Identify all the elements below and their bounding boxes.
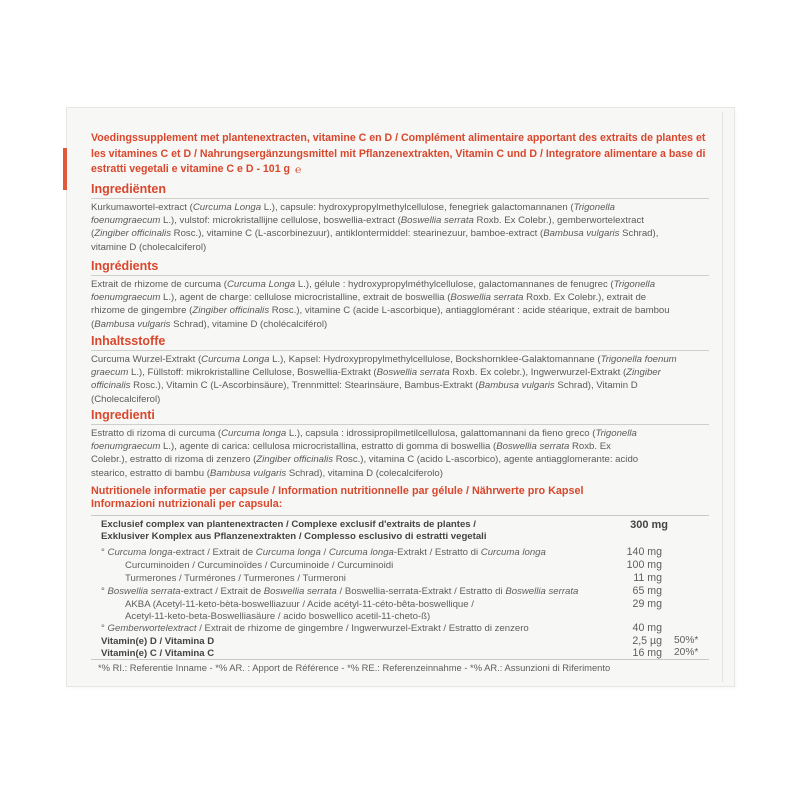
boswellia-label: ° Boswellia serrata-extract / Extrait de Boswellia serrata / Boswellia-serrata-Extrakt / Estratto di Boswellia serrata	[101, 586, 579, 597]
section-divider	[91, 198, 709, 199]
nutrition-divider-bottom	[91, 659, 709, 660]
nutrition-title	[91, 485, 584, 511]
accent-bar	[63, 148, 67, 190]
section-divider	[91, 424, 709, 425]
ingredient-line: (Cholecalciferol)	[91, 393, 161, 405]
ingredients-fr	[91, 278, 709, 331]
ingredient-line: (Zingiber officinalis Rosc.), vitamine C (L-ascorbinezuur), antiklontermiddel: stearinezuur, bamboe-extract (Bambusa vulgaris Schrad),	[91, 228, 659, 240]
ingredient-line: foenumgraecum L.), agente di carica: cellulosa microcristallina, estratto di gomma di boswellia (Boswellia serrata Roxb. Ex	[91, 441, 611, 453]
turmerones-label: Turmerones / Turmérones / Turmerones / Turmeroni	[125, 573, 346, 584]
nutrition-title-line: Nutritionele informatie per capsule / Information nutritionnelle par gélule / Nährwerte pro Kapsel	[91, 485, 584, 497]
complex-label-line: Exklusiver Komplex aus Pflanzenextrakten / Complesso esclusivo di estratti vegetali	[101, 531, 487, 542]
ingredient-line: Extrait de rhizome de curcuma (Curcuma Longa L.), gélule : hydroxypropylméthylcellulose, galactomannanes de fenugrec (Trigonella	[91, 279, 656, 290]
ingredient-line: Colebr.), estratto di rizoma di zenzero (Zingiber officinalis Rosc.), vitamina C (acido L-ascorbico), agente antiagglomerante: acido	[91, 454, 639, 466]
ingredient-line: graecum L.), Füllstoff: mikrokristalline Cellulose, Boswellia-Extrakt (Boswellia serrata Roxb. Ex colebr.), Ingwerwurzel-Extrakt (Zingiber	[91, 367, 661, 379]
curcuminoids-label: Curcuminoiden / Curcuminoïdes / Curcuminoide / Curcuminoidi	[125, 560, 394, 571]
section-title-ingredients-fr: Ingrédients	[91, 259, 159, 273]
product-description	[91, 131, 716, 179]
ingredient-line: stearico, estratto di bambu (Bambusa vulgaris Schrad), vitamina D (colecalciferolo)	[91, 467, 443, 479]
ingredient-line: vitamine D (cholecalciferol)	[91, 241, 207, 253]
ingredients-de	[91, 353, 709, 406]
ingredient-line: Curcuma Wurzel-Extrakt (Curcuma Longa L.), Kapsel: Hydroxypropylmethylcellulose, Bockshornklee-Galaktomannane (Trigonella foenum	[91, 354, 677, 365]
product-description-line: Voedingssupplement met plantenextracten, vitamine C en D / Complément alimentaire apportant des extraits de plantes et	[91, 132, 706, 144]
package-flap-edge	[722, 112, 723, 682]
vitamin-d-label: Vitamin(e) D / Vitamina D	[101, 636, 215, 647]
nutrition-divider	[91, 515, 709, 516]
ingredients-it	[91, 427, 709, 480]
section-title-ingredients-nl: Ingrediënten	[91, 182, 167, 196]
vitamin-c-ri: 20%*	[674, 647, 699, 658]
section-divider	[91, 275, 709, 276]
reference-intake-footnote: *% RI.: Referentie Inname - *% AR. : Apport de Référence - *% RE.: Referenzeinnahme - *% AR.: Assunzioni di Riferimento	[98, 662, 611, 673]
ingredient-line: foenumgraecum L.), vulstof: microkristallijne cellulose, boswellia-extract (Boswellia serrata Roxb. Ex Colebr.), gemberwortelextract	[91, 215, 644, 227]
complex-label-line: Exclusief complex van plantenextracten / Complexe exclusif d'extraits de plantes /	[101, 519, 476, 530]
curcuminoids-value: 100 mg	[626, 559, 662, 571]
turmerones-value: 11 mg	[633, 572, 662, 584]
estimated-sign-icon: ℮	[294, 164, 302, 176]
ingredient-line: Estratto di rizoma di curcuma (Curcuma longa L.), capsula : idrossipropilmetilcellulosa, galattomannani da fieno greco (Trigonella	[91, 428, 637, 439]
ginger-label: ° Gemberwortelextract / Extrait de rhizome de gingembre / Ingwerwurzel-Extrakt / Estratto di zenzero	[101, 623, 529, 634]
vitamin-d-value: 2,5 µg	[632, 635, 662, 647]
boswellia-value: 65 mg	[632, 585, 662, 597]
akba-label-line: AKBA (Acetyl-11-keto-bèta-boswelliazuur / Acide acétyl-11-céto-bêta-boswellique /	[125, 599, 474, 610]
section-divider	[91, 350, 709, 351]
vitamin-c-label: Vitamin(e) C / Vitamina C	[101, 648, 215, 659]
ingredient-line: officinalis Rosc.), Vitamin C (L-Ascorbinsäure), Trennmittel: Stearinsäure, Bambus-Extrakt (Bambusa vulgaris Schrad), Vitamin D	[91, 380, 638, 392]
product-description-text: estratti vegetali e vitamine C e D - 101 g	[91, 163, 291, 175]
ingredients-nl	[91, 201, 709, 254]
ginger-value: 40 mg	[632, 622, 662, 634]
product-description-line	[91, 162, 716, 179]
vitamin-c-value: 16 mg	[632, 647, 662, 659]
ingredient-line: Kurkumawortel-extract (Curcuma Longa L.), capsule: hydroxypropylmethylcellulose, fenegriek galactomannanen (Trigonella	[91, 202, 616, 213]
curcuma-label: ° Curcuma longa-extract / Extrait de Curcuma longa / Curcuma longa-Extrakt / Estratto di Curcuma longa	[101, 547, 546, 558]
section-title-ingredients-de: Inhaltsstoffe	[91, 334, 166, 348]
akba-value: 29 mg	[632, 598, 662, 610]
complex-value: 300 mg	[630, 519, 668, 531]
section-title-ingredients-it: Ingredienti	[91, 408, 155, 422]
ingredient-line: foenumgraecum L.), agent de charge: cellulose microcristalline, extrait de boswellia (Boswellia serrata Roxb. Ex Colebr.), extrait de	[91, 292, 647, 304]
vitamin-d-ri: 50%*	[674, 635, 699, 646]
nutrition-title-line: Informazioni nutrizionali per capsula:	[91, 498, 283, 510]
product-description-line: les vitamines C et D / Nahrungsergänzungsmittel mit Pflanzenextrakten, Vitamin C und D / Integratore alimentare a base di	[91, 147, 706, 160]
akba-label-line: Acetyl-11-keto-beta-Boswelliasäure / acido boswellico acetil-11-cheto-ß)	[125, 611, 431, 622]
curcuma-value: 140 mg	[626, 546, 662, 558]
ingredient-line: rhizome de gingembre (Zingiber officinalis Rosc.), vitamine C (acide L-ascorbique), antiagglomérant : acide stéarique, extrait de bambou	[91, 305, 670, 317]
ingredient-line: (Bambusa vulgaris Schrad), vitamine D (cholécalciférol)	[91, 318, 328, 330]
